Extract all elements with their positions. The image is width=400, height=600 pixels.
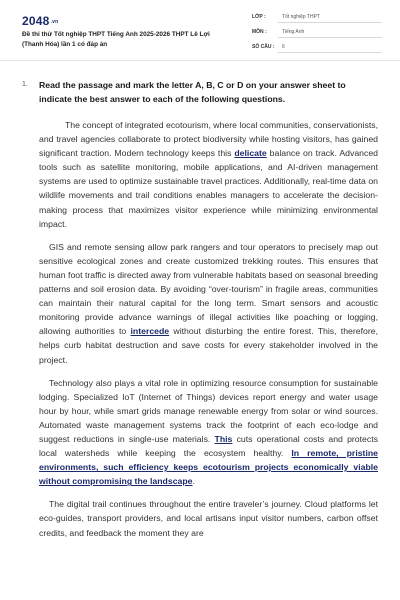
meta-class-row: [252, 14, 382, 29]
paragraph-text: balance on track. Advanced tools such as satellite monitoring, mobile applications, and AI-driven management systems are used to optimize sustainable travel practices. Additionally, real-time data on wildlife movements and trail conditions enables managers to accelerate the decision-making process that maximizes visitor experience while minimizing environmental impact.: [39, 148, 378, 229]
passage-paragraph-1: [39, 118, 378, 231]
logo-suffix: .vn: [50, 18, 59, 25]
passage-paragraph-4: [39, 497, 378, 539]
passage-paragraph-2: [39, 240, 378, 367]
meta-count-value: 6: [282, 44, 285, 50]
meta-divider: [278, 52, 382, 53]
highlighted-word-intercede: intercede: [130, 326, 170, 337]
paragraph-text: .: [192, 476, 195, 487]
question-content: [22, 78, 378, 540]
question-number: 1.: [22, 81, 28, 88]
exam-meta: [252, 14, 382, 59]
paragraph-text: The concept of integrated ecotourism, where local communities, conservationists, and travel agencies collaborate to protect biodiversity while hosting visitors, has gained significant traction. Modern technology keeps this: [39, 120, 378, 159]
exam-title: Đề thi thử Tốt nghiệp THPT Tiếng Anh 2025-2026 THPT Lê Lợi (Thanh Hóa) lần 1 có đáp án: [22, 31, 210, 48]
site-logo[interactable]: [22, 14, 58, 28]
meta-count-label: SỐ CÂU :: [252, 44, 275, 50]
passage-paragraph-3: [39, 376, 378, 489]
highlighted-sentence: In remote, pristine environments, such efficiency keeps ecotourism projects economically viable without compromising the landscape: [39, 448, 379, 487]
meta-subject-label: MÔN :: [252, 29, 267, 35]
paragraph-text: The digital trail continues throughout the entire traveler’s journey. Cloud platforms let eco-guides, transport providers, and local artisans input visitor numbers, carbon offset credits, and feedback the moment they are: [39, 499, 378, 538]
highlighted-word-delicate: delicate: [234, 148, 267, 159]
meta-class-label: LỚP :: [252, 14, 266, 20]
meta-subject-value: Tiếng Anh: [282, 29, 305, 35]
logo-text: 2048: [22, 14, 50, 28]
paragraph-text: cuts operational costs and protects local watersheds while keeping the ecosystem healthy.: [39, 433, 378, 459]
paragraph-text: Technology also plays a vital role in optimizing resource consumption for sustainable lodging. Specialized IoT (Internet of Things) devices report energy and water usage hour by hour, while smart grids manage renewable energy from solar or wind sources. Automated waste management systems track the footprint of each eco-lodge and suggest reductions in single-use materials.: [39, 377, 378, 444]
page-header: [0, 0, 400, 61]
highlighted-word-this: This: [214, 433, 233, 444]
meta-class-value: Tốt nghiệp THPT: [282, 14, 320, 20]
question-instruction: Read the passage and mark the letter A, B, C or D on your answer sheet to indicate the best answer to each of the following questions.: [39, 80, 346, 104]
meta-subject-row: [252, 29, 382, 44]
meta-divider: [278, 22, 382, 23]
meta-count-row: [252, 44, 382, 59]
paragraph-text: GIS and remote sensing allow park rangers and tour operators to precisely map out sensitive ecological zones and create customized trekking routes. This ensures that human foot traffic is directed away from vulnerable habitats based on seasonal breeding patterns and soil erosion data. By avoiding “over-tourism” in fragile areas, communities can maintain their natural capital for the long term. Smart sensors and acoustic monitoring provide advance warnings of illegal activities like poaching or logging, allowing authorities to: [39, 241, 378, 337]
meta-divider: [278, 37, 382, 38]
paragraph-text: without disturbing the entire forest. This, therefore, helps curb habitat destruction and save costs for every stakeholder involved in the project.: [39, 326, 378, 365]
